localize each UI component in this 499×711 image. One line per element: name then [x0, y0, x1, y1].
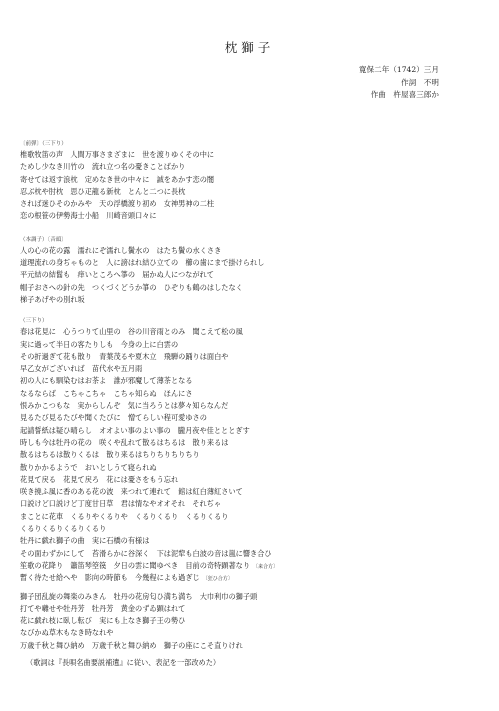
lyric-line	[20, 449, 470, 461]
lyric-text: 春は花見に 心うつりて山里の 谷の川音雨とのみ 聞こえて松の風	[20, 327, 243, 337]
lyric-line	[20, 186, 470, 198]
lyric-line	[20, 174, 470, 186]
lyric-text: 花に戯れ枝に臥し転び 実にも上なき獅子王の勢ひ	[20, 616, 186, 626]
lyric-text: 牡丹に戯れ獅子の曲 実に石橋の有様は	[20, 536, 150, 546]
lyrics-body	[20, 140, 470, 669]
music-cue-note: 〔狂ひ合方〕	[202, 576, 233, 583]
lyric-text: 人の心の花の露 濡れにぞ濡れし鬢水の はたち鬢の水くさき	[20, 245, 222, 255]
lyric-text: なるならば こちゃこちゃ こちゃ知らぬ ほんにさ	[20, 388, 193, 398]
music-cue-note: 〔来合方〕	[253, 563, 279, 570]
lyric-line	[20, 339, 470, 351]
lyric-text: 時しも今は牡丹の花の 咲くや乱れて散るはちるは 散り来るは	[20, 437, 229, 447]
lyric-text: 暫く待たせ給へや 影向の時節も 今幾程によも過ぎじ	[20, 573, 200, 583]
lyric-line	[20, 375, 470, 387]
lyric-section	[20, 140, 470, 223]
lyric-line	[20, 282, 470, 294]
lyric-line	[20, 257, 470, 269]
lyric-text: 散るはちるは散りくるは 散り来るはちりちりちりちり	[20, 450, 200, 460]
lyric-text: 散りかかるようで おいとしうて寝られぬ	[20, 462, 157, 472]
lyric-line	[20, 640, 470, 652]
meta-lyricist: 作詞 不明	[401, 77, 439, 87]
lyric-line	[20, 535, 470, 547]
lyric-line	[20, 603, 470, 615]
lyric-line	[20, 523, 470, 535]
lyric-text: その折過ぎて花も散り 青葉茂るや夏木立 飛騨の踊りは面白や	[20, 351, 229, 361]
lyric-line	[20, 425, 470, 437]
lyric-text: 恋の根笹の伊勢海士小船 川崎音頭口々に	[20, 211, 157, 221]
meta-date: 寛保二年（1742）三月	[358, 65, 439, 74]
lyric-text: くるりくるりくるりくるり	[20, 524, 107, 534]
lyric-line	[20, 548, 470, 560]
section-heading: 〔前弾〕（三下り）	[20, 141, 67, 147]
lyric-text: 寄せては返す浪枕 定めなき世の中々に 誠をあかす恋の闇	[20, 174, 215, 184]
lyric-text: 咲き撓ふ風に香のある花の波 来つれて連れて 館は紅白薄紅さいて	[20, 487, 243, 497]
lyric-line	[20, 326, 470, 338]
lyric-line	[20, 627, 470, 639]
lyric-line	[20, 294, 470, 306]
section-spacer	[20, 223, 470, 236]
lyric-text: 獅子団乱旋の舞楽のみきん 牡丹の花房匂ひ満ち満ち 大巾利巾の獅子頭	[20, 591, 258, 601]
lyric-text: ためし少なき川竹の 流れ立つ名の憂きことばかり	[20, 162, 186, 172]
lyric-section	[20, 317, 470, 584]
lyric-text: 打てや囃せや牡丹芳 牡丹芳 黄金のずゐ顕はれて	[20, 603, 186, 613]
lyric-text: なびかぬ草木もなき時なれや	[20, 628, 114, 638]
lyric-line	[20, 269, 470, 281]
lyric-line	[20, 437, 470, 449]
lyric-line	[20, 245, 470, 257]
lyric-line	[20, 560, 470, 572]
lyric-line	[20, 400, 470, 412]
song-meta	[359, 64, 439, 102]
lyric-line	[20, 210, 470, 222]
section-spacer	[20, 306, 470, 317]
lyric-line	[20, 486, 470, 498]
lyric-text: 恨みかこつもな 実からしんぞ 気に当ろうとは夢々知らなんだ	[20, 401, 229, 411]
lyric-text: 帽子おさへの針の先 つくづくどうか箏の ひぞりも鶴のはしたなく	[20, 282, 243, 292]
lyric-text: 見るたび見るたびや聞くたびに 憎てらしい程可愛ゆさの	[20, 413, 207, 423]
lyric-line	[20, 474, 470, 486]
section-heading: （三下り）	[20, 318, 48, 325]
lyric-text: 道理流れの身ぢゃものと 人に謗はれ結ひ立ての 櫛の歯にまで掛けられし	[20, 258, 265, 268]
lyric-line	[20, 498, 470, 510]
lyric-text: まことに花車 くるりやくるりや くるりくるり くるりくるり	[20, 511, 229, 521]
lyric-text: 笙歌の花降り 簫笛琴箜篌 夕日の雲に聞ゆべき 目前の奇特顕著なり	[20, 560, 251, 570]
lyric-text: 実に過って半日の客たりしも 今身の上に白雲の	[20, 339, 179, 349]
lyric-line	[20, 363, 470, 375]
lyric-text: 椎歌牧笛の声 人間万事さまざまに 世を渡りゆくその中に	[20, 150, 215, 159]
lyric-line	[20, 149, 470, 161]
lyric-text: 花見て戻る 花見て戻ろ 花には憂さをもう忘れ	[20, 474, 179, 484]
lyric-line	[20, 388, 470, 400]
lyric-text: 口説けど口説けど丁度甘日草 君は情なやオオそれ それぢゃ	[20, 499, 222, 509]
lyric-line	[20, 161, 470, 173]
lyric-section	[20, 236, 470, 306]
lyric-line	[20, 591, 470, 603]
lyric-text: 起請誓紙は疑ひ晴らし オオよい事のよい事の 朧月夜や佳とととぎす	[20, 425, 250, 435]
section-heading: （本調子）〔音頭〕	[20, 236, 67, 243]
lyric-text: 梯子あげやの別れ坂	[20, 294, 85, 304]
lyric-section	[20, 591, 470, 652]
lyric-text: 初の人にも馴染むはお茶よ 誰が邪魔して薄茶となる	[20, 376, 193, 386]
lyric-text: されば迷ひそのかみや 天の浮橋渡り初め 女神男神の二柱	[20, 199, 215, 209]
lyric-text: 忍ぶ枕や肘枕 思ひ疋龍る新枕 とんと二つに長枕	[20, 186, 186, 196]
lyric-line	[20, 462, 470, 474]
lyric-line	[20, 198, 470, 210]
meta-composer: 作曲 杵屋喜三郎か	[370, 90, 439, 100]
song-title: 枕獅子	[224, 40, 275, 55]
source-note: （歌詞は『長唄名曲要説補遺』に従い、表記を一部改めた）	[26, 657, 221, 667]
lyric-line	[20, 351, 470, 363]
lyric-line	[20, 615, 470, 627]
lyric-text: 平元結の結髷も 痒いところへ箏の 届かぬ人につながれて	[20, 270, 214, 280]
lyric-line	[20, 511, 470, 523]
lyric-line	[20, 572, 470, 584]
lyric-text: 万歳千秋と舞ひ納め 万歳千秋と舞ひ納め 獅子の座にこそ直りけれ	[20, 640, 243, 650]
lyric-text: その面わずかにして 苔滑らかに谷深く 下は泥犂も白波の音は嵐に響き合ひ	[20, 548, 272, 558]
lyric-text: 早乙女がございれば 苗代水や五月雨	[20, 364, 143, 374]
lyric-line	[20, 412, 470, 424]
